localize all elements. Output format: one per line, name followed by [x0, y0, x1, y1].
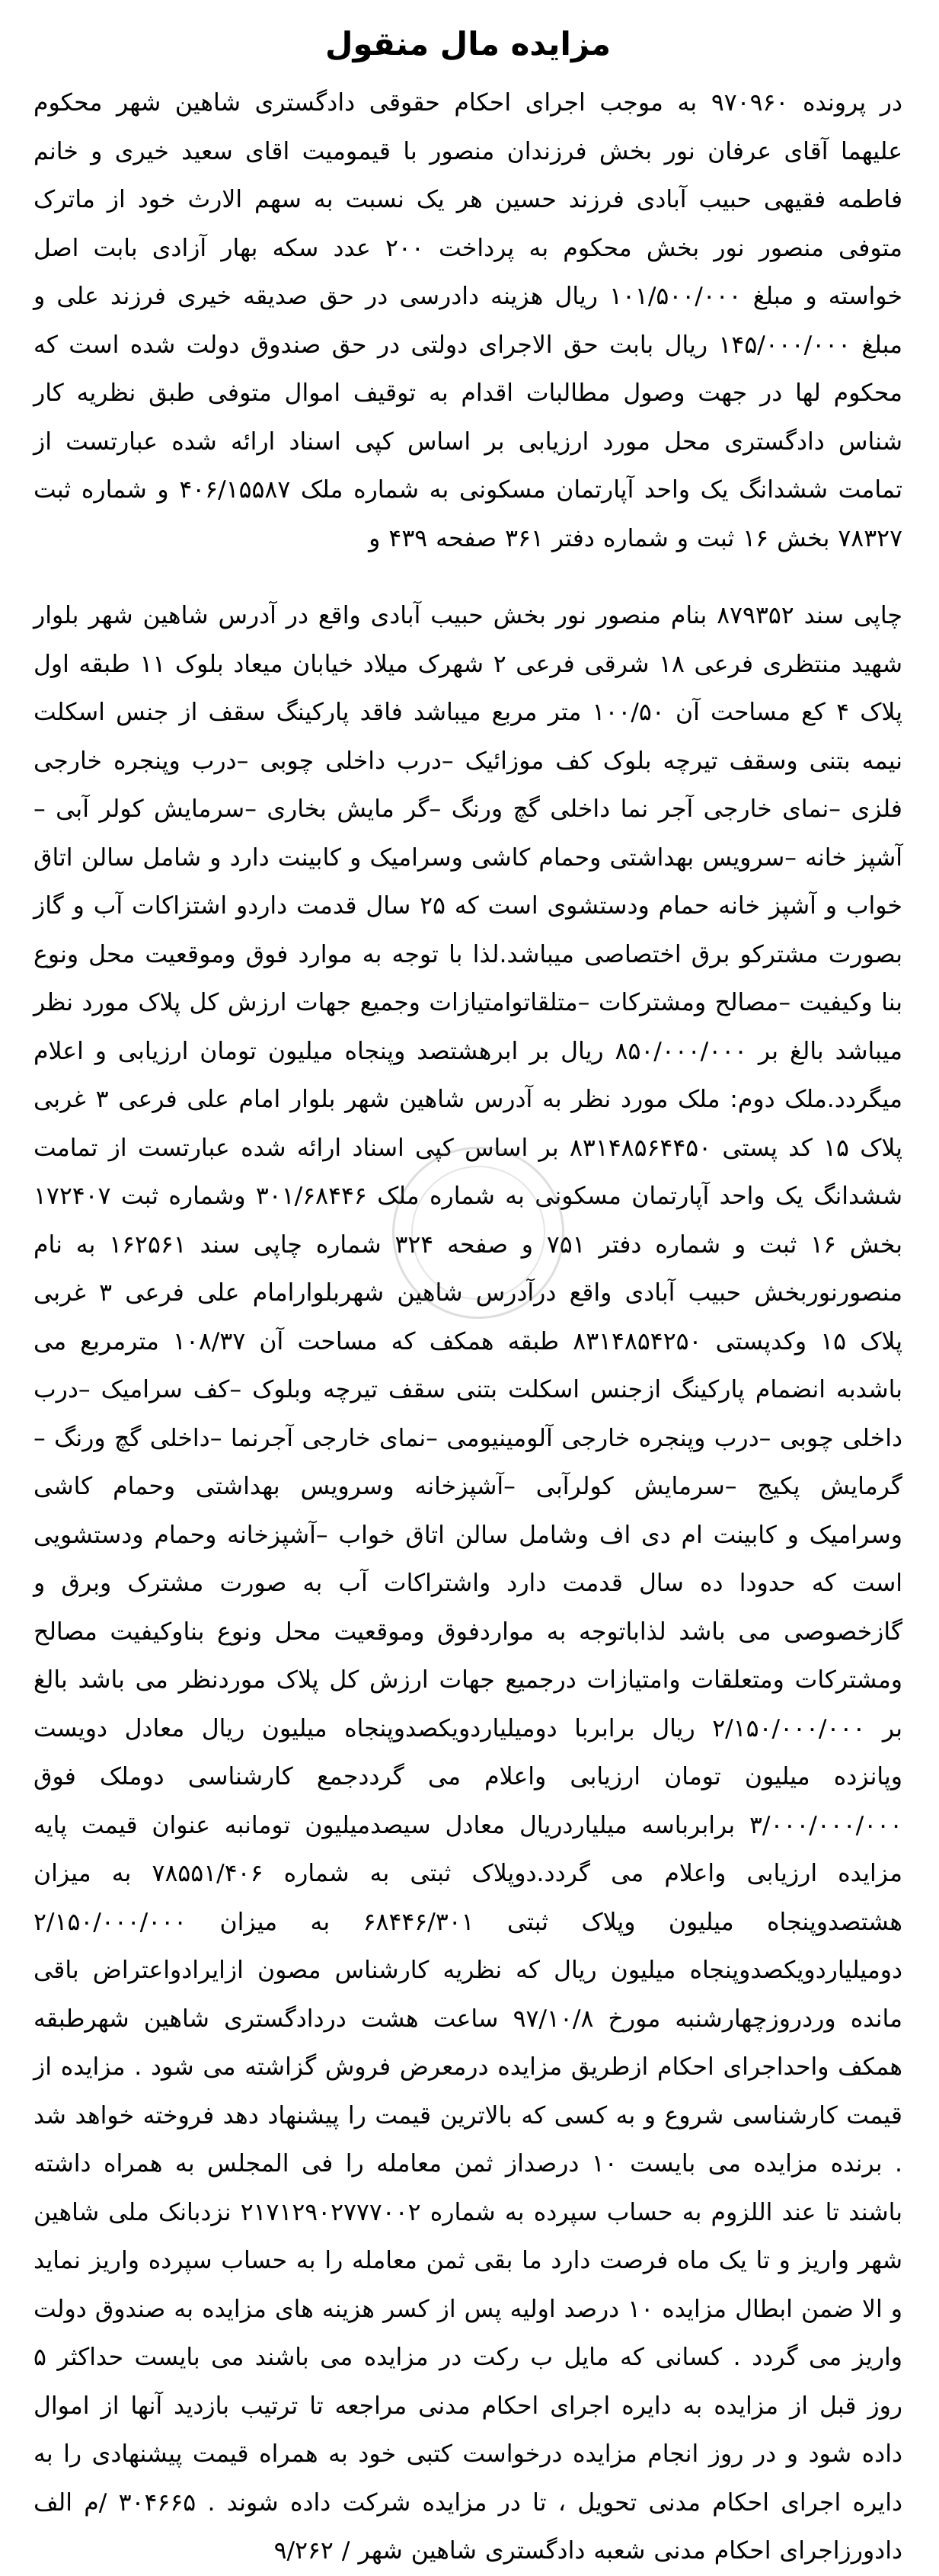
- document-title: مزایده مال منقول: [325, 25, 611, 62]
- paragraph-case-details: در پرونده ۹۷۰۹۶۰ به موجب اجرای احکام حقوقی دادگستری شاهین شهر محکوم علیهما آقای عرفان نور بخش فرزندان منصور با قیمومیت اقای سعید خیری و خانم فاطمه فقیهی حبیب آبادی فرزند حسین هر یک نسبت به سهم الارث خود از ماترک متوفی منصور نور بخش محکوم به پرداخت ۲۰۰ عدد سکه بهار آزادی بابت اصل خواسته و مبلغ ۱۰۱/۵۰۰/۰۰۰ ریال هزینه دادرسی در حق صدیقه خیری فرزند علی و مبلغ ۱۴۵/۰۰۰/۰۰۰ ریال بابت حق الاجرای دولتی در حق صندوق دولت شده است که محکوم لها در جهت وصول مطالبات اقدام به توقیف اموال متوفی طبق نظریه کار شناس دادگستری محل مورد ارزیابی بر اساس کپی اسناد ارائه شده عبارتست از تمامت ششدانگ یک واحد آپارتمان مسکونی به شماره ملک ۴۰۶/۱۵۵۸۷ و شماره ثبت ۷۸۳۲۷ بخش ۱۶ ثبت و شماره دفتر ۳۶۱ صفحه ۴۳۹ و: [34, 89, 903, 552]
- paragraph-property-details: چاپی سند ۸۷۹۳۵۲ بنام منصور نور بخش حبیب آبادی واقع در آدرس شاهین شهر بلوار شهید منتظری فرعی ۱۸ شرقی فرعی ۲ شهرک میلاد خیابان میعاد بلوک ۱۱ طبقه اول پلاک ۴ کع مساحت آن ۱۰۰/۵۰ متر مربع میباشد فاقد پارکینگ سقف از جنس اسکلت نیمه بتنی وسقف تیرچه بلوک کف موزائیک –درب داخلی چوبی –درب وپنجره خارجی فلزی –نمای خارجی آجر نما داخلی گچ ورنگ –گر مایش بخاری –سرمایش کولر آبی –آشپز خانه –سرویس بهداشتی وحمام کاشی وسرامیک و کابینت دارد و شامل سالن اتاق خواب و آشپز خانه حمام ودستشوی است که ۲۵ سال قدمت داردو اشتزاکات آب و گاز بصورت مشترکو برق اختصاصی میباشد.لذا با توجه به موارد فوق وموقعیت محل ونوع بنا وکیفیت –مصالح ومشترکات –متلقاتوامتیازات وجمیع جهات ارزش کل پلاک مورد نظر میباشد بالغ بر ۸۵۰/۰۰۰/۰۰۰ ریال بر ابرهشتصد وپنجاه میلیون تومان ارزیابی و اعلام میگردد.ملک دوم: ملک مورد نظر به آدرس شاهین شهر بلوار امام علی فرعی ۳ غربی پلاک ۱۵ کد پستی ۸۳۱۴۸۵۶۴۴۵۰ بر اساس کپی اسناد ارائه شده عبارتست از تمامت ششدانگ یک واحد آپارتمان مسکونی به شماره ملک ۳۰۱/۶۸۴۴۶ وشماره ثبت ۱۷۲۴۰۷ بخش ۱۶ ثبت و شماره دفتر ۷۵۱ و صفحه ۳۲۴ شماره چاپی سند ۱۶۲۵۶۱ به نام منصورنوربخش حبیب آبادی واقع درآدرس شاهین شهربلوارامام علی فرعی ۳ غربی پلاک ۱۵ وکدپستی ۸۳۱۴۸۵۴۲۵۰ طبقه همکف که مساحت آن ۱۰۸/۳۷ مترمربع می باشدبه انضمام پارکینگ ازجنس اسکلت بتنی سقف تیرچه وبلوک –کف سرامیک –درب داخلی چوبی –درب وپنجره خارجی آلومینیومی –نمای خارجی آجرنما –داخلی گچ ورنگ –گرمایش پکیج –سرمایش کولرآبی –آشپزخانه وسرویس بهداشتی وحمام کاشی وسرامیک و کابینت ام دی اف وشامل سالن اتاق خواب –آشپزخانه وحمام ودستشویی است که حدودا ده سال قدمت دارد واشتراکات آب به صورت مشترک وبرق و گازخصوصی می باشد لذاباتوجه به مواردفوق وموقعیت محل ونوع بناوکیفیت مصالح ومشترکات ومتعلقات وامتیازات درجمیع جهات ارزش کل پلاک موردنظر می باشد بالغ بر ۲/۱۵۰/۰۰۰/۰۰۰ ریال برابربا دومیلیاردویکصدوپنجاه میلیون ریال معادل دویست وپانزده میلیون تومان ارزیابی واعلام می گرددجمع کارشناسی دوملک فوق ۳/۰۰۰/۰۰۰/۰۰۰ برابرباسه میلیاردریال معادل سیصدمیلیون تومانبه عنوان قیمت پایه مزایده ارزیابی واعلام می گردد.دوپلاک ثبتی به شماره ۷۸۵۵۱/۴۰۶ به میزان هشتصدوپنجاه میلیون وپلاک ثبتی ۶۸۴۴۶/۳۰۱ به میزان ۲/۱۵۰/۰۰۰/۰۰۰ دومیلیاردویکصدوپنجاه میلیون ریال که نظریه کارشناس مصون ازایرادواعتراض باقی مانده وردروزچهارشنبه مورخ ۹۷/۱۰/۸ ساعت هشت دردادگستری شاهین شهرطبقه همکف واحداجرای احکام ازطریق مزایده درمعرض فروش گزاشته می شود . مزایده از قیمت کارشناسی شروع و به کسی که بالاترین قیمت را پیشنهاد دهد فروخته خواهد شد . برنده مزایده می بایست ۱۰ درصداز ثمن معامله را فی المجلس به همراه داشته باشند تا عند اللزوم به حساب سپرده به شماره ۲۱۷۱۲۹۰۲۷۷۷۰۰۲ نزدبانک ملی شاهین شهر واریز و تا یک ماه فرصت دارد ما بقی ثمن معامله را به حساب سپرده واریز نماید و الا ضمن ابطال مزایده ۱۰ درصد اولیه پس از کسر هزینه های مزایده به صندوق دولت واریز می گردد . کسانی که مایل ب رکت در مزایده می باشند می بایست حداکثر ۵ روز قبل از مزایده به دایره اجرای احکام مدنی مراجعه تا ترتیب بازدید آنها از اموال داده شود و در روز انجام مزایده درخواست کتبی خود به همراه قیمت پیشنهادی را به دایره اجرای احکام مدنی تحویل ، تا در مزایده شرکت داده شوند . ۳۰۴۶۶۵ /م الف دادورزاجرای احکام مدنی شعبه دادگستری شاهین شهر / ۹/۲۶۲: [34, 602, 903, 2565]
